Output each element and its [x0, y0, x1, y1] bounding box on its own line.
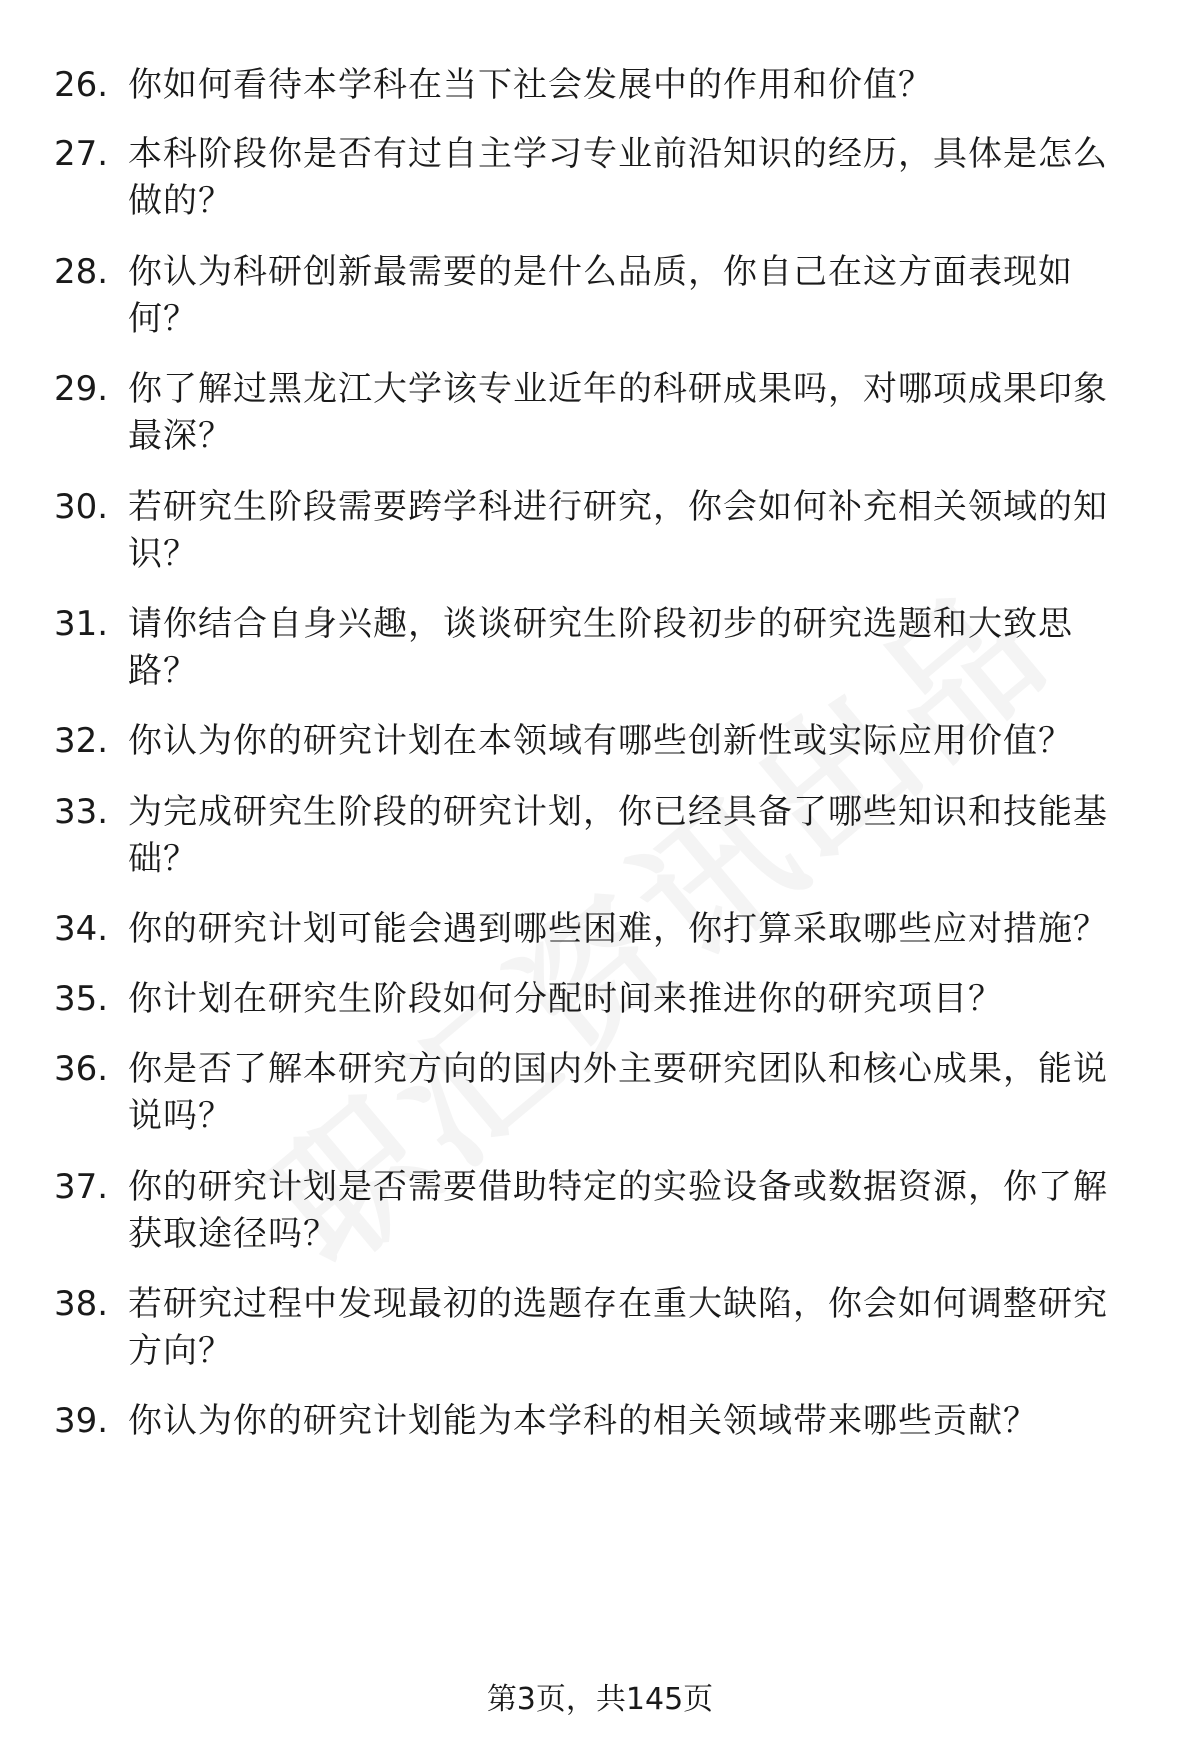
question-text: 你是否了解本研究方向的国内外主要研究团队和核心成果，能说说吗？: [128, 1049, 1108, 1136]
question-text: 为完成研究生阶段的研究计划，你已经具备了哪些知识和技能基础？: [128, 792, 1108, 879]
question-number: 34.: [54, 909, 109, 949]
question-text: 你认为科研创新最需要的是什么品质，你自己在这方面表现如何？: [128, 252, 1073, 339]
question-text: 本科阶段你是否有过自主学习专业前沿知识的经历，具体是怎么做的？: [128, 134, 1108, 221]
question-number: 38.: [54, 1284, 109, 1324]
question-number: 31.: [54, 604, 109, 644]
question-number: 32.: [54, 721, 109, 761]
question-text: 请你结合自身兴趣，谈谈研究生阶段初步的研究选题和大致思路？: [128, 604, 1073, 691]
question-number: 30.: [54, 487, 109, 527]
question-number: 27.: [54, 134, 109, 174]
page-footer: 第3页，共145页: [486, 1682, 714, 1717]
question-text: 你认为你的研究计划能为本学科的相关领域带来哪些贡献？: [128, 1401, 1038, 1441]
question-number: 26.: [54, 65, 109, 105]
question-number: 37.: [54, 1167, 109, 1207]
question-text: 若研究过程中发现最初的选题存在重大缺陷，你会如何调整研究方向？: [128, 1284, 1108, 1371]
question-text: 你的研究计划是否需要借助特定的实验设备或数据资源，你了解获取途径吗？: [128, 1167, 1108, 1254]
question-number: 28.: [54, 252, 109, 292]
question-number: 35.: [54, 979, 109, 1019]
question-text: 你计划在研究生阶段如何分配时间来推进你的研究项目？: [128, 979, 1003, 1019]
question-text: 你认为你的研究计划在本领域有哪些创新性或实际应用价值？: [128, 721, 1073, 761]
question-number: 36.: [54, 1049, 109, 1089]
question-text: 你的研究计划可能会遇到哪些困难，你打算采取哪些应对措施？: [128, 909, 1108, 949]
question-number: 39.: [54, 1401, 109, 1441]
question-text: 你如何看待本学科在当下社会发展中的作用和价值？: [128, 65, 933, 105]
question-number: 29.: [54, 369, 109, 409]
question-number: 33.: [54, 792, 109, 832]
question-text: 若研究生阶段需要跨学科进行研究，你会如何补充相关领域的知识？: [128, 487, 1108, 574]
question-text: 你了解过黑龙江大学该专业近年的科研成果吗，对哪项成果印象最深？: [128, 369, 1108, 456]
